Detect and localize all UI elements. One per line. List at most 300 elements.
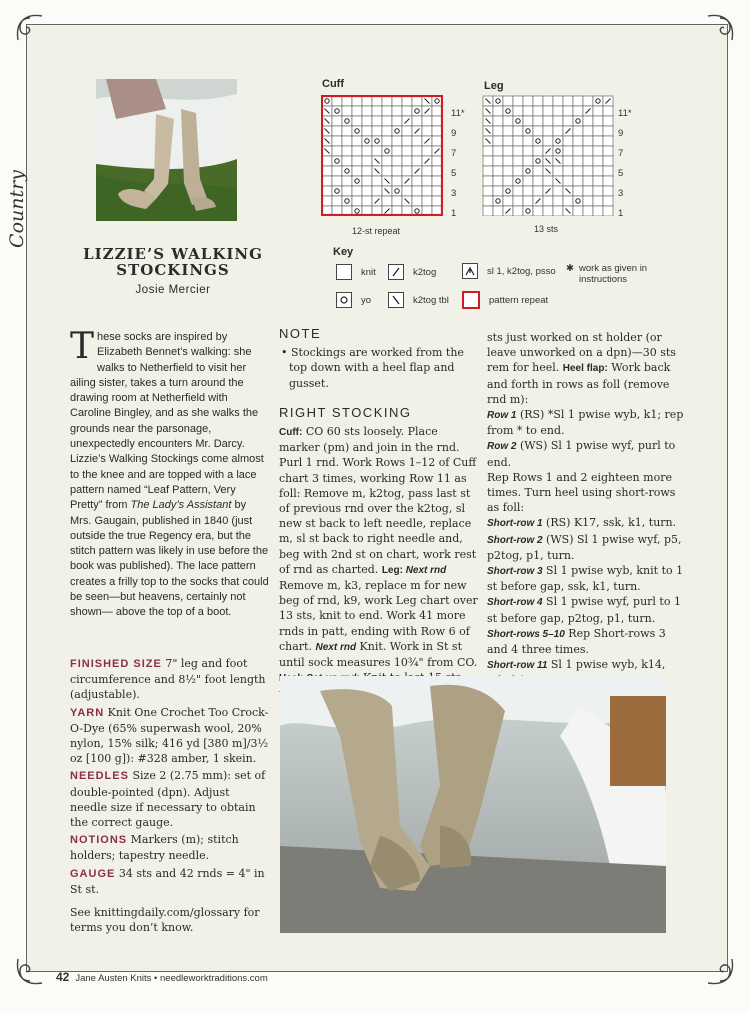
chart-cell [412, 186, 422, 196]
chart-cell [402, 186, 412, 196]
chart-cell [583, 156, 593, 166]
chart-cell [583, 136, 593, 146]
chart-cell [573, 116, 583, 126]
chart-cell [563, 166, 573, 176]
chart-cell [392, 156, 402, 166]
chart-cell [422, 116, 432, 126]
chart-cell [372, 136, 382, 146]
chart-cell [533, 116, 543, 126]
chart-cell [402, 136, 412, 146]
key-pattern-repeat: pattern repeat [462, 291, 548, 309]
chart-cell [583, 196, 593, 206]
chart-cell [593, 96, 603, 106]
chart-cell [493, 96, 503, 106]
chart-cell [352, 136, 362, 146]
chart-cell [342, 126, 352, 136]
pattern-repeat-icon [462, 291, 480, 309]
chart-cell [332, 196, 342, 206]
chart-cell [382, 196, 392, 206]
page-footer: 42 Jane Austen Knits • needleworktraditions.com [56, 970, 268, 984]
chart-cell [523, 136, 533, 146]
chart-cell [543, 196, 553, 206]
chart-cell [372, 146, 382, 156]
chart-cell [372, 186, 382, 196]
chart-cell [553, 166, 563, 176]
chart-cell [513, 146, 523, 156]
chart-cell [503, 156, 513, 166]
chart-cell [553, 106, 563, 116]
chart-cell [493, 186, 503, 196]
chart-cell [342, 196, 352, 206]
chart-cell [382, 106, 392, 116]
drop-cap: T [70, 326, 95, 367]
key-sk2p: sl 1, k2tog, psso [462, 263, 556, 279]
key-yo: yo [336, 292, 371, 308]
chart-cell [392, 146, 402, 156]
chart-cell [432, 186, 442, 196]
chart-cell [332, 186, 342, 196]
chart-cell [543, 116, 553, 126]
chart-cell [422, 176, 432, 186]
chart-cell [503, 176, 513, 186]
chart-cell [362, 106, 372, 116]
corner-ornament-icon [12, 10, 46, 44]
chart-cell [563, 196, 573, 206]
chart-cell [332, 96, 342, 106]
corner-ornament-icon [12, 955, 46, 989]
chart-cell [352, 116, 362, 126]
chart-cell [382, 96, 392, 106]
chart-cell [583, 166, 593, 176]
chart-cell [513, 136, 523, 146]
chart-cell [573, 136, 583, 146]
short-rows-5-10: Short-rows 5–10 Rep Short-rows 3 and 4 three times. [487, 626, 666, 657]
chart-cell [573, 196, 583, 206]
cuff-chart-grid [321, 95, 443, 216]
chart-cell [493, 136, 503, 146]
chart-cell [402, 96, 412, 106]
chart-cell [533, 96, 543, 106]
instructions-column-3 [487, 330, 687, 705]
chart-cell [593, 166, 603, 176]
chart-cell [523, 96, 533, 106]
chart-cell [362, 166, 372, 176]
chart-cell [352, 176, 362, 186]
chart-cell [593, 136, 603, 146]
chart-cell [603, 206, 613, 216]
pattern-specs [70, 656, 270, 899]
chart-cell [523, 196, 533, 206]
chart-cell [573, 176, 583, 186]
chart-cell [523, 146, 533, 156]
chart-cell [603, 176, 613, 186]
chart-cell [563, 116, 573, 126]
chart-cell [362, 156, 372, 166]
chart-cell [392, 166, 402, 176]
chart-cell [543, 206, 553, 216]
chart-cell [513, 206, 523, 216]
chart-cell [513, 106, 523, 116]
chart-cell [493, 206, 503, 216]
rep-rows: Rep Rows 1 and 2 eighteen more times. Turn heel using short-rows as foll: [487, 470, 676, 515]
chart-cell [352, 196, 362, 206]
chart-cell [593, 206, 603, 216]
chart-cell [392, 186, 402, 196]
chart-cell [402, 146, 412, 156]
spec-needles: NEEDLES Size 2 (2.75 mm): set of double-pointed (dpn). Adjust needle size if necessary to obtain the correct gauge. [70, 769, 266, 830]
corner-ornament-icon [704, 955, 738, 989]
key-k2tog-tbl: k2tog tbl [388, 292, 449, 308]
chart-cell [503, 136, 513, 146]
chart-cell [382, 126, 392, 136]
chart-cell [322, 176, 332, 186]
page-number: 42 [56, 970, 70, 984]
chart-cell [553, 196, 563, 206]
chart-cell [513, 166, 523, 176]
chart-cell [503, 116, 513, 126]
chart-cell [583, 186, 593, 196]
chart-cell [573, 126, 583, 136]
chart-cell [593, 186, 603, 196]
chart-cell [553, 186, 563, 196]
chart-cell [603, 106, 613, 116]
leg-chart-caption: 13 sts [534, 224, 559, 234]
chart-cell [563, 176, 573, 186]
chart-cell [372, 106, 382, 116]
chart-cell [503, 126, 513, 136]
spec-yarn: YARN Knit One Crochet Too Crock-O-Dye (65% superwash wool, 20% nylon, 15% silk; 416 yd [380 m]/3½ oz [100 g]): #328 amber, 1 skein. [70, 705, 269, 766]
chart-cell [392, 96, 402, 106]
chart-cell [593, 176, 603, 186]
chart-cell [533, 176, 543, 186]
chart-cell [533, 166, 543, 176]
chart-cell [603, 166, 613, 176]
chart-cell [332, 126, 342, 136]
spec-notions: NOTIONS Markers (m); stitch holders; tapestry needle. [70, 833, 239, 863]
chart-cell [593, 156, 603, 166]
chart-cell [332, 106, 342, 116]
chart-cell [342, 96, 352, 106]
chart-cell [573, 206, 583, 216]
chart-cell [543, 126, 553, 136]
row-1: Row 1 (RS) *Sl 1 pwise wyb, k1; rep from * to end. [487, 408, 684, 438]
chart-cell [362, 126, 372, 136]
chart-cell [533, 126, 543, 136]
chart-cell [493, 176, 503, 186]
short-row-11: Short-row 11 Sl 1 pwise wyb, k14, [487, 658, 666, 672]
chart-cell [342, 116, 352, 126]
chart-cell [493, 196, 503, 206]
chart-cell [493, 126, 503, 136]
chart-cell [382, 136, 392, 146]
chart-cell [533, 206, 543, 216]
chart-cell [493, 146, 503, 156]
chart-cell [593, 126, 603, 136]
chart-cell [513, 156, 523, 166]
chart-cell [603, 156, 613, 166]
chart-cell [352, 186, 362, 196]
chart-cell [412, 146, 422, 156]
chart-cell [603, 136, 613, 146]
chart-cell [523, 206, 533, 216]
chart-cell [332, 156, 342, 166]
stockings-photo-bottom [280, 676, 666, 933]
chart-cell [332, 146, 342, 156]
chart-cell [493, 116, 503, 126]
chart-cell [432, 176, 442, 186]
chart-cell [392, 196, 402, 206]
chart-cell [352, 146, 362, 156]
chart-cell [382, 166, 392, 176]
chart-cell [432, 126, 442, 136]
chart-cell [553, 136, 563, 146]
chart-cell [483, 146, 493, 156]
chart-cell [362, 176, 372, 186]
chart-cell [422, 196, 432, 206]
chart-cell [432, 156, 442, 166]
corner-ornament-icon [704, 10, 738, 44]
chart-cell [573, 96, 583, 106]
cuff-chart-caption: 12-st repeat [352, 226, 401, 236]
pattern-author: Josie Mercier [135, 284, 211, 296]
chart-cell [523, 116, 533, 126]
chart-cell [483, 176, 493, 186]
chart-cell [342, 146, 352, 156]
chart-cell [362, 136, 372, 146]
chart-cell [603, 126, 613, 136]
k2tog-tbl-symbol-icon [388, 292, 404, 308]
chart-cell [432, 196, 442, 206]
chart-cell [523, 156, 533, 166]
chart-cell [593, 106, 603, 116]
chart-cell [493, 166, 503, 176]
right-stocking-heading: RIGHT STOCKING [279, 404, 412, 420]
chart-cell [563, 136, 573, 146]
chart-cell [432, 116, 442, 126]
chart-cell [573, 146, 583, 156]
chart-cell [523, 186, 533, 196]
chart-cell [392, 116, 402, 126]
chart-cell [332, 116, 342, 126]
chart-cell [533, 106, 543, 116]
chart-cell [362, 116, 372, 126]
chart-cell [583, 126, 593, 136]
spec-finished-size: FINISHED SIZE 7" leg and foot circumference and 8½" foot length (adjustable). [70, 657, 266, 702]
chart-cell [392, 136, 402, 146]
chart-cell [603, 116, 613, 126]
chart-cell [402, 126, 412, 136]
chart-cell [412, 176, 422, 186]
chart-cell [422, 166, 432, 176]
heel-text: sts just worked on st holder (or leave unworked on a dpn)—30 sts rem for heel. Heel flap: Work back and forth in rows as foll (remove rnd m): [487, 331, 676, 406]
chart-cell [553, 96, 563, 106]
chart-cell [483, 166, 493, 176]
chart-cell [402, 106, 412, 116]
chart-cell [422, 126, 432, 136]
short-row-4: Short-row 4 Sl 1 pwise wyf, purl to 1 st before gap, p2tog, p1, turn. [487, 595, 681, 625]
short-row-1: Short-row 1 (RS) K17, ssk, k1, turn. [487, 516, 677, 530]
chart-cell [362, 146, 372, 156]
yo-symbol-icon [336, 292, 352, 308]
right-stocking-text: Cuff: CO 60 sts loosely. Place marker (pm) and join in the rnd. Purl 1 rnd. Work Rows 1–12 of Cuff chart 3 times, working Row 11 as foll: Remove m, k2tog, pass last st of previous rnd over the k2tog, sl new st back to left needle, replace m, sl st back to right needle and, beg with 2nd st on chart, work rest of rnd as charted. Leg: Next rnd Remove m, k3, replace m for new beg of rnd, k9, work Leg chart over 13 sts, knit to end. Work 41 more rnds in patt, ending with Row 6 of chart. Next rnd Knit. Work in St st until sock measures 10¾" from CO. [279, 425, 478, 670]
key-asterisk: ✱ work as given in instructions [566, 263, 648, 285]
chart-cell [563, 156, 573, 166]
chart-cell [493, 106, 503, 116]
chart-cell [503, 166, 513, 176]
chart-cell [332, 166, 342, 176]
chart-cell [503, 106, 513, 116]
chart-cell [352, 106, 362, 116]
chart-cell [593, 116, 603, 126]
chart-cell [523, 166, 533, 176]
chart-cell [583, 146, 593, 156]
chart-cell [392, 106, 402, 116]
spec-gauge: GAUGE 34 sts and 42 rnds = 4" in St st. [70, 866, 265, 896]
chart-cell [513, 126, 523, 136]
cuff-chart-title: Cuff [322, 78, 344, 90]
chart-cell [513, 96, 523, 106]
chart-cell [422, 186, 432, 196]
instructions-column-2 [279, 326, 479, 702]
chart-cell [362, 96, 372, 106]
chart-cell [533, 146, 543, 156]
chart-cell [483, 156, 493, 166]
chart-cell [483, 206, 493, 216]
chart-cell [352, 166, 362, 176]
chart-cell [523, 176, 533, 186]
chart-cell [412, 116, 422, 126]
chart-cell [342, 106, 352, 116]
chart-cell [332, 136, 342, 146]
chart-cell [503, 196, 513, 206]
chart-cell [412, 96, 422, 106]
chart-cell [503, 146, 513, 156]
chart-cell [432, 106, 442, 116]
chart-cell [563, 96, 573, 106]
glossary-note: See knittingdaily.com/glossary for terms you don’t know. [70, 906, 260, 934]
chart-cell [513, 186, 523, 196]
section-side-label: Country [5, 170, 28, 248]
key-title: Key [333, 246, 354, 258]
chart-cell [342, 136, 352, 146]
chart-cell [322, 156, 332, 166]
chart-cell [553, 126, 563, 136]
chart-cell [322, 166, 332, 176]
row-2: Row 2 (WS) Sl 1 pwise wyf, purl to end. [487, 439, 676, 469]
chart-cell [553, 146, 563, 156]
chart-cell [392, 126, 402, 136]
chart-cell [533, 186, 543, 196]
key-knit: knit [336, 264, 376, 280]
chart-cell [352, 96, 362, 106]
chart-cell [513, 196, 523, 206]
chart-cell [402, 156, 412, 166]
k2tog-symbol-icon [388, 264, 404, 280]
chart-cell [342, 186, 352, 196]
note-item: • Stockings are worked from the top down with a heel flap and gusset. [281, 346, 464, 390]
stockings-photo-top [96, 79, 237, 221]
intro-text: These socks are inspired by Elizabeth Bennet’s walking: she walks to Netherfield to visit her ailing sister, takes a turn around the drawing room at Netherfield with Caroline Bingley, and as she walks the grounds near the parsonage, unexpectedly encounters Mr. Darcy. Lizzie’s Walking Stockings come almost to the knee and are topped with a lace pattern named “Leaf Pattern, Very Pretty” from The Lady’s Assistant by Mrs. Gaugain, published in 1840 (just outside the true Regency era, but the stitch pattern was likely in use before the book was published). The lace pattern creates a frilly top to the socks that could be seen—but heavens, certainly not shown— above the top of a boot. [70, 326, 269, 619]
chart-cell [322, 196, 332, 206]
leg-chart-title: Leg [484, 80, 504, 92]
short-row-3: Short-row 3 Sl 1 pwise wyb, knit to 1 st before gap, ssk, k1, turn. [487, 564, 684, 594]
chart-cell [322, 96, 332, 106]
short-row-2: Short-row 2 (WS) Sl 1 pwise wyf, p5, p2tog, p1, turn. [487, 532, 682, 562]
chart-cell [382, 146, 392, 156]
chart-cell [402, 166, 412, 176]
chart-cell [543, 96, 553, 106]
chart-cell [543, 136, 553, 146]
chart-cell [583, 206, 593, 216]
chart-cell [603, 146, 613, 156]
chart-cell [382, 156, 392, 166]
chart-cell [503, 186, 513, 196]
chart-cell [573, 166, 583, 176]
chart-cell [483, 196, 493, 206]
chart-cell [372, 176, 382, 186]
chart-cell [372, 96, 382, 106]
chart-cell [372, 126, 382, 136]
chart-cell [543, 106, 553, 116]
chart-cell [563, 106, 573, 116]
chart-cell [583, 176, 593, 186]
chart-cell [332, 176, 342, 186]
chart-cell [523, 106, 533, 116]
chart-cell [493, 156, 503, 166]
chart-cell [352, 156, 362, 166]
chart-cell [412, 156, 422, 166]
leg-chart-grid [482, 95, 614, 216]
chart-cell [372, 116, 382, 126]
chart-cell [543, 176, 553, 186]
note-heading: NOTE [279, 326, 322, 341]
chart-cell [483, 186, 493, 196]
chart-cell [392, 176, 402, 186]
chart-cell [322, 186, 332, 196]
chart-cell [533, 136, 543, 146]
pattern-title: LIZZIE’S WALKING STOCKINGS [83, 245, 263, 279]
chart-cell [533, 156, 543, 166]
chart-cell [422, 146, 432, 156]
chart-cell [583, 96, 593, 106]
chart-cell [342, 166, 352, 176]
chart-cell [513, 116, 523, 126]
chart-cell [412, 136, 422, 146]
chart-cell [432, 166, 442, 176]
chart-cell [342, 176, 352, 186]
chart-cell [553, 206, 563, 216]
chart-cell [603, 196, 613, 206]
knit-symbol-icon [336, 264, 352, 280]
chart-cell [432, 96, 442, 106]
chart-cell [412, 196, 422, 206]
asterisk-icon: ✱ [566, 263, 574, 274]
chart-cell [352, 126, 362, 136]
chart-cell [523, 126, 533, 136]
chart-cell [593, 146, 603, 156]
chart-cell [362, 196, 372, 206]
chart-cell [362, 186, 372, 196]
chart-cell [573, 186, 583, 196]
key-k2tog: k2tog [388, 264, 436, 280]
chart-cell [553, 116, 563, 126]
chart-cell [593, 196, 603, 206]
chart-cell [342, 156, 352, 166]
chart-cell [603, 186, 613, 196]
chart-cell [412, 106, 422, 116]
sk2p-symbol-icon [462, 263, 478, 279]
chart-cell [563, 146, 573, 156]
